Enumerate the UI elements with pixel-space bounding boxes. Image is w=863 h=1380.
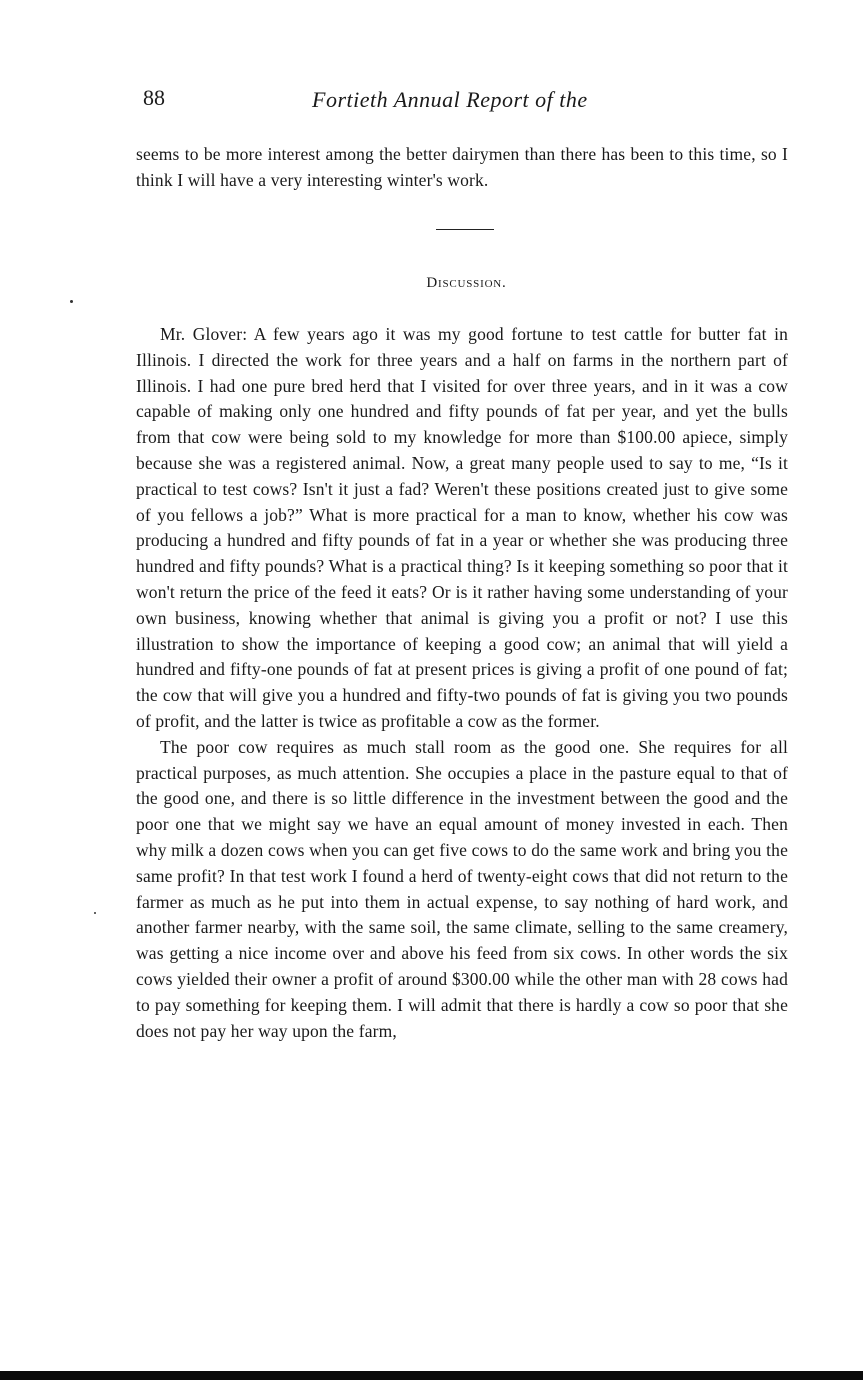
intro-paragraph: seems to be more interest among the better dairymen than there has been to this time, so I think I will have a very interesting winter's work. (136, 144, 788, 190)
section-heading: Discussion. (426, 275, 507, 291)
scan-speck (70, 300, 73, 303)
page-number: 88 (143, 85, 165, 110)
intro-paragraph-block (136, 142, 788, 194)
running-title: Fortieth Annual Report of the (312, 87, 588, 112)
discussion-paragraph-2: The poor cow requires as much stall room as the good one. She requires for all practical purposes, as much attention. She occupies a place in the pasture equal to that of the good one, and there is so little difference in the investment between the good and the poor one that we might say we have an equal amount of money invested in each. Then why milk a dozen cows when you can get five cows to do the same work and bring you the same profit? In that test work I found a herd of twenty-eight cows that did not return to the farmer as much as he put into them in actual expense, to say nothing of hard work, and another farmer nearby, with the same soil, the same climate, selling to the same creamery, was getting a nice income over and above his feed from six cows. In other words the six cows yielded their owner a profit of around $300.00 while the other man with 28 cows had to pay something for keeping them. I will admit that there is hardly a cow so poor that she does not pay her way upon the farm, (136, 736, 788, 1041)
discussion-paragraph-1 (136, 322, 788, 735)
scan-bottom-edge (0, 1371, 863, 1380)
discussion-body (136, 322, 788, 1044)
scan-speck (94, 912, 96, 914)
speaker-name: Mr. Glover: (160, 324, 248, 344)
section-divider (436, 229, 494, 230)
discussion-paragraph-1-text: A few years ago it was my good fortune to test cattle for butter fat in Illinois. I directed the work for three years and a half on farms in the northern part of Illinois. I had one pure bred herd that I visited for over three years, and in it was a cow capable of making only one hundred and fifty pounds of fat per year, and yet the bulls from that cow were being sold to my knowledge for more than $100.00 apiece, simply because she was a registered animal. Now, a great many people used to say to me, “Is it practical to test cows? Isn't it just a fad? Weren't these positions created just to give some of you fellows a job?” What is more practical for a man to know, whether his cow was producing a hundred and fifty pounds of fat in a year or whether she was producing three hundred and fifty pounds? What is a practical thing? Is it keeping something so poor that it won't return the price of the feed it eats? Or is it rather having some understanding of your own business, knowing whether that animal is giving you a profit or not? I use this illustration to show the importance of keeping a good cow; an animal that will yield a hundred and fifty-one pounds of fat at present prices is giving a profit of one pound of fat; the cow that will give you a hundred and fifty-two pounds of fat is giving you two pounds of profit, and the latter is twice as profitable a cow as the former. (136, 324, 789, 731)
